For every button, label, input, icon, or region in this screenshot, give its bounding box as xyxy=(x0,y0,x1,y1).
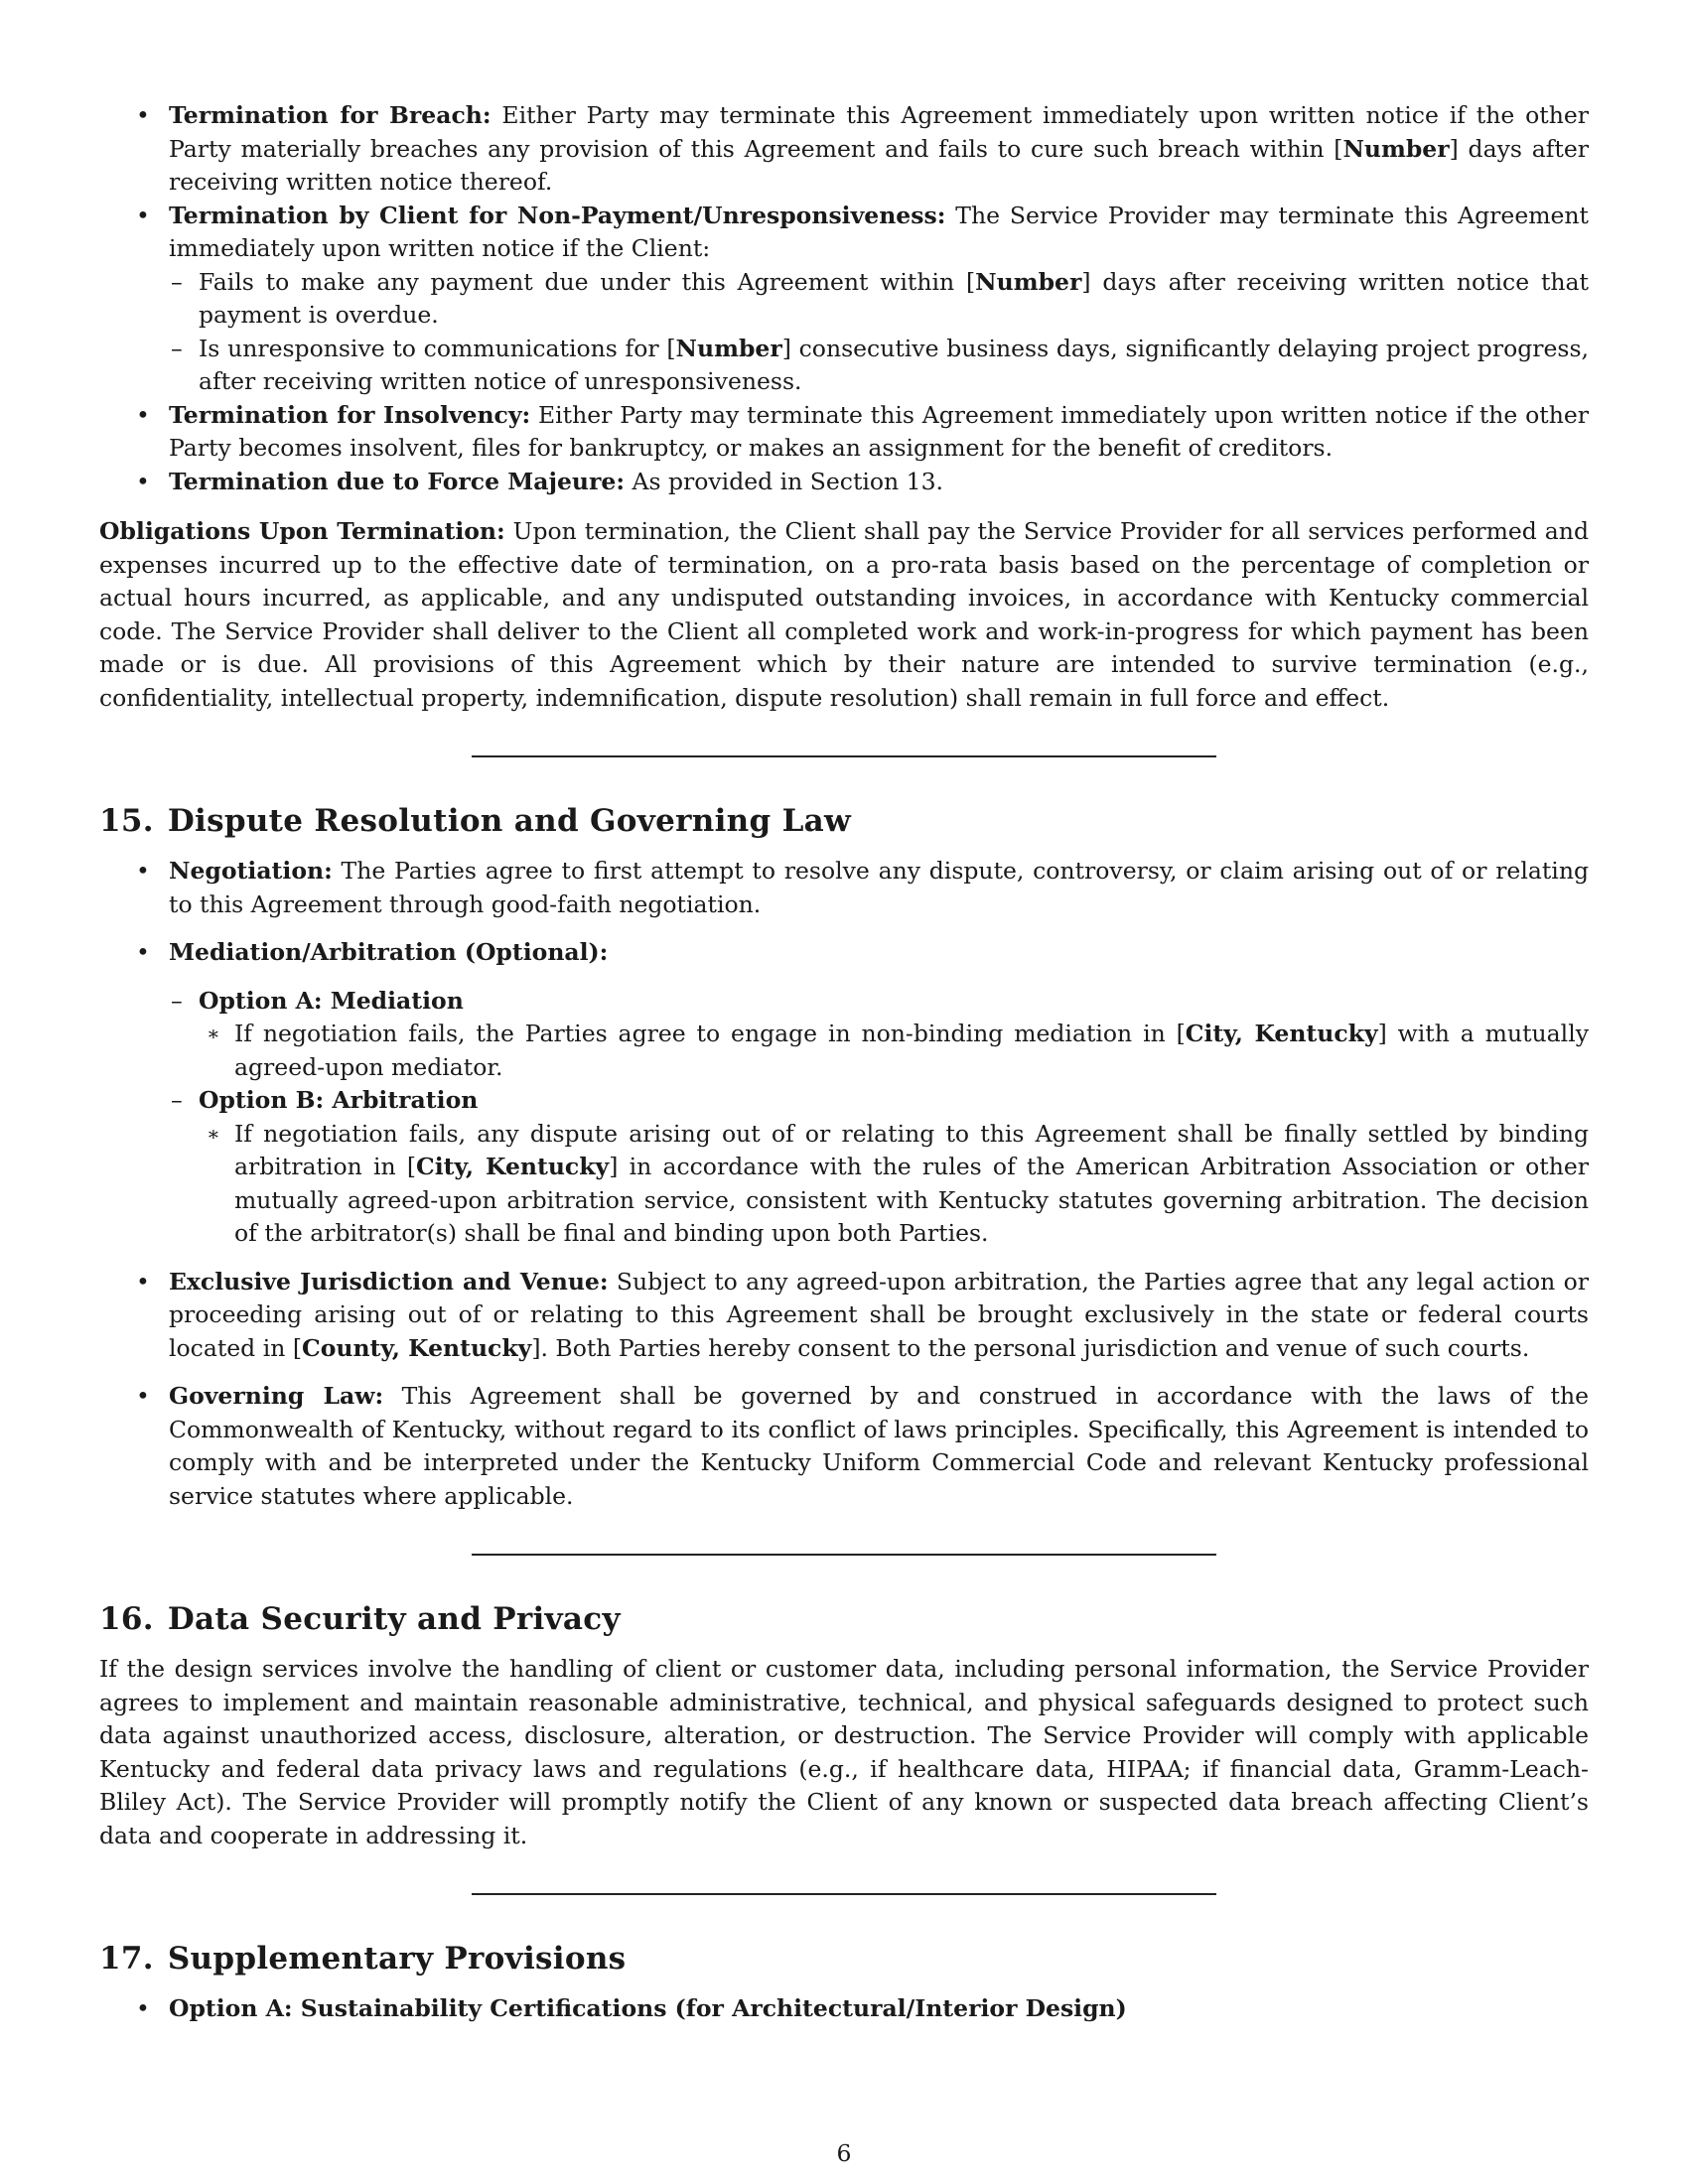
supplementary-list xyxy=(99,1992,1589,2026)
option-b-sublist xyxy=(205,1118,1589,1251)
item-label: Termination for Breach: xyxy=(169,101,492,129)
section-divider xyxy=(472,1893,1216,1895)
list-item: • Governing Law: This Agreement shall be governed by and construed in accordance with the laws of the Commonwealth of Kentucky, without regard to its conflict of laws principles. Specifically, this Agreement is intended to comply with and be interpreted under the Kentucky Uniform Commercial Code and relevant Kentucky professional service statutes where applicable. xyxy=(99,1380,1589,1513)
section-divider xyxy=(472,1554,1216,1556)
item-label: Termination by Client for Non-Payment/Unresponsiveness: xyxy=(169,201,946,229)
section-17-heading: 17. Supplementary Provisions xyxy=(99,1941,627,1977)
item-label: Termination due to Force Majeure: xyxy=(169,467,625,495)
list-item: • Mediation/Arbitration (Optional): – Option A: Mediation ∗ If negotiation fails, the Parties agree to engage in non-binding mediation in [City, Kentucky] with a mutually agreed-upon mediator. – Option B: Arbitration ∗ If negotiation fails, any dispute arising out of or relating to this Agreement shall be finally settled by binding arbitration in [City, Kentucky] in accordance with the rules of the American Arbitration Association or other mutually agreed-upon arbitration service, consistent with Kentucky statutes governing arbitration. The decision of the arbitrator(s) shall be final and binding upon both Parties. xyxy=(99,936,1589,1251)
list-item: • Termination due to Force Majeure: As provided in Section 13. xyxy=(99,466,1589,499)
document-page xyxy=(99,99,1589,2026)
page-number: 6 xyxy=(836,2139,852,2167)
termination-list xyxy=(99,99,1589,498)
list-item: – Option A: Mediation ∗ If negotiation fails, the Parties agree to engage in non-binding mediation in [City, Kentucky] with a mutually agreed-upon mediator. xyxy=(169,985,1589,1085)
page-title: Dispute Resolution and Governing Law xyxy=(167,803,852,839)
list-item: • Termination for Insolvency: Either Party may terminate this Agreement immediately upon written notice if the other Party becomes insolvent, files for bankruptcy, or makes an assignment for the benefit of creditors. xyxy=(99,399,1589,466)
option-a-sublist xyxy=(205,1018,1589,1084)
obligations-paragraph: Obligations Upon Termination: Upon termination, the Client shall pay the Service Provider for all services performed and expenses incurred up to the effective date of termination, on a pro-rata basis based on the percentage of completion or actual hours incurred, as applicable, and any undisputed outstanding invoices, in accordance with Kentucky commercial code. The Service Provider shall deliver to the Client all completed work and work-in-progress for which payment has been made or is due. All provisions of this Agreement which by their nature are intended to survive termination (e.g., confidentiality, intellectual property, indemnification, dispute resolution) shall remain in full force and effect. xyxy=(99,517,1589,712)
data-security-paragraph: If the design services involve the handling of client or customer data, including personal information, the Service Provider agrees to implement and maintain reasonable administrative, technical, and physical safeguards designed to protect such data against unauthorized access, disclosure, alteration, or destruction. The Service Provider will comply with applicable Kentucky and federal data privacy laws and regulations (e.g., if healthcare data, HIPAA; if financial data, Gramm-Leach-Bliley Act). The Service Provider will promptly notify the Client of any known or suspected data breach affecting Client’s data and cooperate in addressing it. xyxy=(99,1655,1589,1849)
list-item: ∗ If negotiation fails, any dispute arising out of or relating to this Agreement shall be finally settled by binding arbitration in [City, Kentucky] in accordance with the rules of the American Arbitration Association or other mutually agreed-upon arbitration service, consistent with Kentucky statutes governing arbitration. The decision of the arbitrator(s) shall be final and binding upon both Parties. xyxy=(205,1118,1589,1251)
section-divider xyxy=(472,755,1216,757)
list-item: • Termination by Client for Non-Payment/Unresponsiveness: The Service Provider may terminate this Agreement immediately upon written notice if the Client: – Fails to make any payment due under this Agreement within [Number] days after receiving written notice that payment is overdue. – Is unresponsive to communications for [Number] consecutive business days, significantly delaying project progress, after receiving written notice of unresponsiveness. xyxy=(99,200,1589,399)
list-item: – Fails to make any payment due under this Agreement within [Number] days after receiving written notice that payment is overdue. xyxy=(169,266,1589,333)
list-item: • Negotiation: The Parties agree to first attempt to resolve any dispute, controversy, or claim arising out of or relating to this Agreement through good-faith negotiation. xyxy=(99,855,1589,921)
item-label: Termination for Insolvency: xyxy=(169,400,531,429)
list-item: – Option B: Arbitration ∗ If negotiation fails, any dispute arising out of or relating to this Agreement shall be finally settled by binding arbitration in [City, Kentucky] in accordance with the rules of the American Arbitration Association or other mutually agreed-upon arbitration service, consistent with Kentucky statutes governing arbitration. The decision of the arbitrator(s) shall be final and binding upon both Parties. xyxy=(169,1084,1589,1251)
list-item: • Termination for Breach: Either Party may terminate this Agreement immediately upon written notice if the other Party materially breaches any provision of this Agreement and fails to cure such breach within [Number] days after receiving written notice thereof. xyxy=(99,99,1589,200)
client-sublist xyxy=(169,266,1589,399)
section-15-heading: 15. Dispute Resolution and Governing Law xyxy=(99,803,852,839)
list-item: – Is unresponsive to communications for [Number] consecutive business days, significantly delaying project progress, after receiving written notice of unresponsiveness. xyxy=(169,333,1589,399)
list-item: • Exclusive Jurisdiction and Venue: Subject to any agreed-upon arbitration, the Parties agree that any legal action or proceeding arising out of or relating to this Agreement shall be brought exclusively in the state or federal courts located in [County, Kentucky]. Both Parties hereby consent to the personal jurisdiction and venue of such courts. xyxy=(99,1266,1589,1366)
section-16-heading: 16. Data Security and Privacy xyxy=(99,1601,621,1637)
list-item: ∗ If negotiation fails, the Parties agree to engage in non-binding mediation in [City, Kentucky] with a mutually agreed-upon mediator. xyxy=(205,1018,1589,1084)
dispute-list xyxy=(99,855,1589,1513)
list-item: • Option A: Sustainability Certifications (for Architectural/Interior Design) xyxy=(99,1992,1589,2026)
options-sublist xyxy=(169,985,1589,1251)
